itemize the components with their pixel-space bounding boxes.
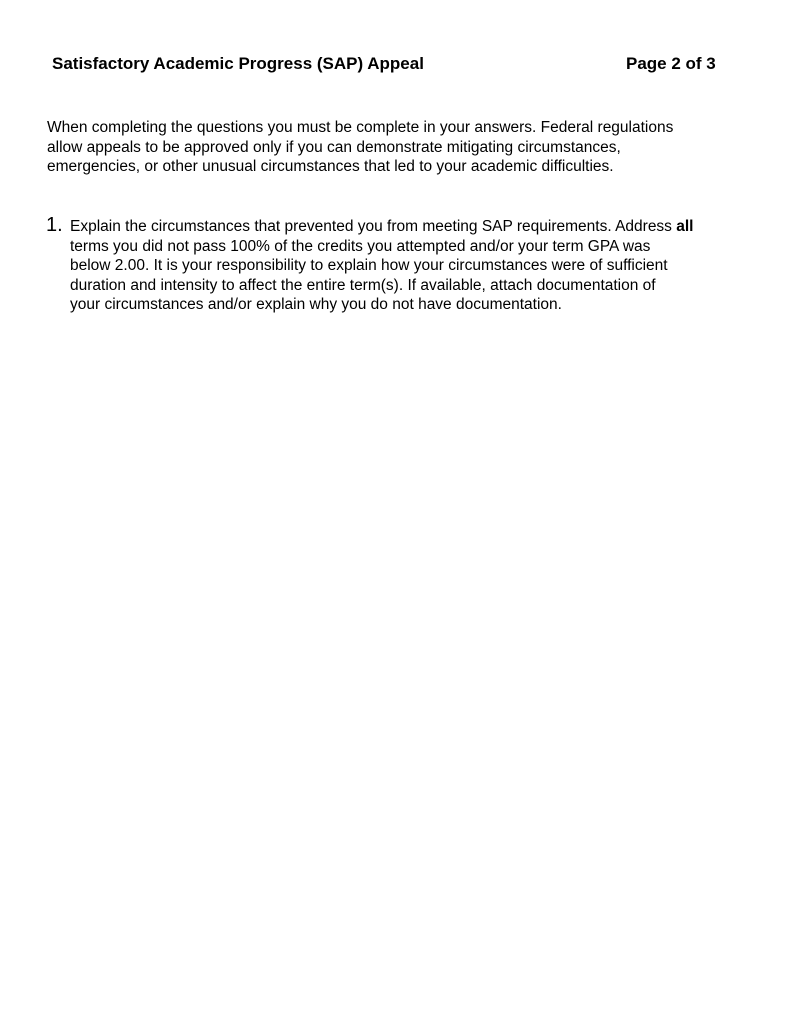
question-line-text: Explain the circumstances that prevented you from meeting SAP requirements. Address	[70, 218, 677, 235]
question-line: below 2.00. It is your responsibility to explain how your circumstances were of sufficient	[70, 257, 668, 274]
emphasis-all: all	[676, 218, 694, 235]
question-line: your circumstances and/or explain why you do not have documentation.	[70, 296, 562, 313]
intro-paragraph	[47, 118, 767, 177]
question-line: terms you did not pass 100% of the credits you attempted and/or your term GPA was	[70, 237, 651, 255]
intro-line: emergencies, or other unusual circumstances that led to your academic difficulties.	[47, 158, 614, 175]
question-number: 1.	[46, 214, 63, 236]
document-title: Satisfactory Academic Progress (SAP) Appeal	[52, 54, 424, 73]
intro-line: allow appeals to be approved only if you can demonstrate mitigating circumstances,	[47, 138, 621, 156]
intro-line: When completing the questions you must be complete in your answers. Federal regulations	[47, 119, 674, 136]
question-line: duration and intensity to affect the entire term(s). If available, attach documentation of	[70, 276, 656, 294]
page-indicator: Page 2 of 3	[626, 54, 716, 73]
question-line	[70, 217, 693, 237]
question-text	[70, 217, 693, 315]
